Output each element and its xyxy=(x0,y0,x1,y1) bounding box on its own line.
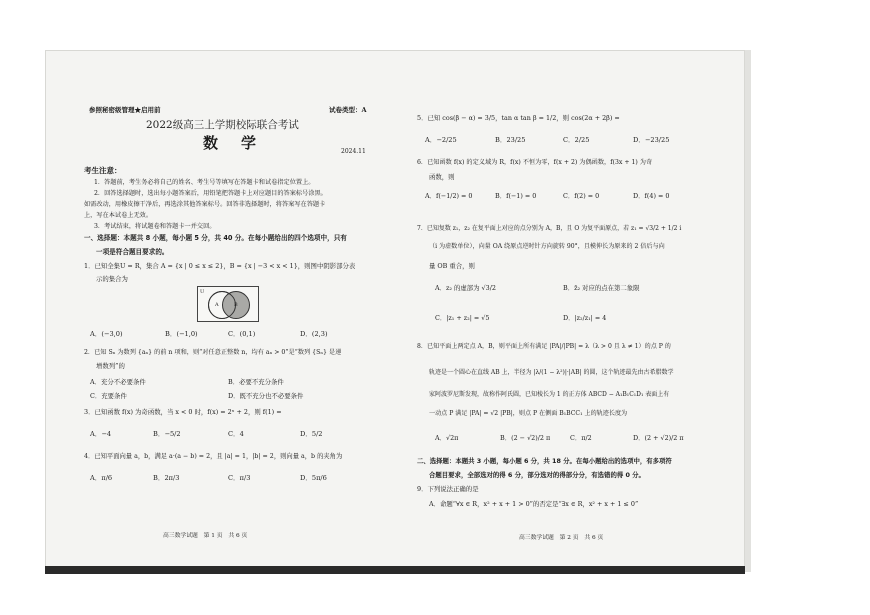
question-9: 9．下列说法正确的是 xyxy=(417,485,479,493)
question-7-cont: （i 为虚数单位），向量 OA 绕原点逆时针方向旋转 90°，且模伸长为原来的 2 倍后与向 xyxy=(429,243,665,250)
note-line: 1．答题前，考生务必将自己的姓名、考生号等填写在答题卡和试卷指定位置上。 xyxy=(94,179,315,186)
paper-type-label: 试卷类型：A xyxy=(329,106,367,114)
question-8: 8．已知平面上两定点 A，B，则平面上所有满足 |PA|/|PB| = λ（λ > 0 且 λ ≠ 1）的点 P 的 xyxy=(417,343,671,350)
question-3: 3．已知函数 f(x) 为奇函数，当 x < 0 时，f(x) = 2ˣ + 2，则 f(1) = xyxy=(84,408,282,416)
section2-heading: 二、选择题：本题共 3 小题，每小题 6 分，共 18 分。在每小题给出的选项中，有多项符 xyxy=(417,457,672,465)
q1-option-a: A．(−3,0) xyxy=(90,330,123,338)
q8-option-d: D．(2 + √2)/2 π xyxy=(633,434,684,442)
q6-option-c: C．f(2) = 0 xyxy=(563,192,600,200)
note-line: 3．考试结束，将试题卷和答题卡一并交回。 xyxy=(94,223,216,230)
q9-option-a: A．命题“∀x ∈ R，x² + x + 1 > 0”的否定是“∃x ∈ R，x² + x + 1 ≤ 0” xyxy=(429,500,639,508)
q7-option-c: C．|z₁ + z₂| = √5 xyxy=(435,314,490,322)
venn-circle-a-outline xyxy=(208,291,236,319)
q8-option-c: C．π/2 xyxy=(570,434,592,442)
question-6-cont: 函数，则 xyxy=(429,173,455,181)
q2-option-c: C．充要条件 xyxy=(90,392,127,400)
question-8-cont: 轨迹是一个圆心在直线 AB 上，半径为 |λ/(1 − λ²)|·|AB| 的圆，这个轨迹最先由古希腊数学 xyxy=(429,369,674,376)
question-2-cont: 增数列”的 xyxy=(96,362,125,370)
note-line: 上，写在本试卷上无效。 xyxy=(84,212,153,219)
q2-option-d: D．既不充分也不必要条件 xyxy=(228,392,304,400)
subject-title: 数 学 xyxy=(203,134,261,152)
q7-option-d: D．|z₂/z₁| = 4 xyxy=(563,314,607,322)
question-5: 5．已知 cos(β − α) = 3/5，tan α tan β = 1/2，则 cos(2α + 2β) = xyxy=(417,114,620,122)
q1-option-d: D．(2,3) xyxy=(300,330,328,338)
page-bottom-shadow xyxy=(45,566,745,574)
right-page xyxy=(395,50,745,572)
question-2: 2．已知 Sₙ 为数列 {aₙ} 的前 n 项和，则“对任意正整数 n，均有 aₙ > 0”是“数列 {Sₙ} 是递 xyxy=(84,349,342,356)
notes-title: 考生注意： xyxy=(84,166,122,175)
q7-option-b: B．z̄₂ 对应的点在第二象限 xyxy=(563,284,640,292)
confidential-label: 参照秘密级管理★启用前 xyxy=(89,106,161,114)
exam-sheet xyxy=(45,50,745,572)
q5-option-b: B．23/25 xyxy=(495,136,526,144)
q3-option-a: A．−4 xyxy=(90,430,112,438)
q5-option-d: D．−23/25 xyxy=(633,136,670,144)
question-4: 4．已知平面向量 a，b，满足 a·(a − b) = 2，且 |a| = 1，|b| = 2，则向量 a，b 的夹角为 xyxy=(84,453,343,460)
right-footer: 高三数学试题 第 2 页 共 6 页 xyxy=(519,535,604,541)
q2-option-a: A．充分不必要条件 xyxy=(90,378,146,386)
section1-heading: 一、选择题：本题共 8 小题，每小题 5 分，共 40 分。在每小题给出的四个选项中，只有 xyxy=(84,234,347,242)
q8-option-b: B．(2 − √2)/2 π xyxy=(500,434,551,442)
question-1-cont: 示的集合为 xyxy=(96,275,128,283)
section2-heading-cont: 合题目要求，全部选对的得 6 分，部分选对的得部分分，有选错的得 0 分。 xyxy=(429,471,645,479)
q1-option-b: B．(−1,0) xyxy=(165,330,198,338)
q5-option-a: A．−2/25 xyxy=(425,136,457,144)
left-footer: 高三数学试题 第 1 页 共 6 页 xyxy=(163,533,248,539)
question-7-cont2: 量 OB 重合，则 xyxy=(429,262,475,270)
question-7: 7．已知复数 z₁，z₂ 在复平面上对应的点分别为 A，B，且 O 为复平面原点，若 z₁ = √3/2 + 1/2 i xyxy=(417,225,682,232)
question-6: 6．已知函数 f(x) 的定义域为 R，f(x) 不恒为零，f(x + 2) 为偶函数，f(3x + 1) 为奇 xyxy=(417,159,653,166)
section1-heading-cont: 一项是符合题目要求的。 xyxy=(96,248,169,256)
q6-option-d: D．f(4) = 0 xyxy=(633,192,670,200)
q7-option-a: A．z₂ 的虚部为 √3/2 xyxy=(435,284,496,292)
exam-title: 2022级高三上学期校际联合考试 xyxy=(146,119,299,131)
q3-option-d: D．5/2 xyxy=(300,430,323,438)
question-8-cont3: 一动点 P 满足 |PA| = √2 |PB|，则点 P 在侧面 B₁BCC₁ 上的轨迹长度为 xyxy=(429,410,628,417)
q4-option-b: B．2π/3 xyxy=(153,474,180,482)
note-line: 如需改动，用橡皮擦干净后，再选涂其他答案标号。回答非选择题时，将答案写在答题卡 xyxy=(84,201,326,208)
q2-option-b: B．必要不充分条件 xyxy=(228,378,284,386)
venn-universe-label: U xyxy=(200,289,205,295)
q6-option-b: B．f(−1) = 0 xyxy=(495,192,537,200)
q4-option-d: D．5π/6 xyxy=(300,474,327,482)
q3-option-b: B．−5/2 xyxy=(153,430,181,438)
q5-option-c: C．2/25 xyxy=(563,136,590,144)
q8-option-a: A．√2π xyxy=(435,434,459,442)
venn-set-b-label: B xyxy=(234,302,238,308)
q3-option-c: C．4 xyxy=(228,430,244,438)
q1-option-c: C．(0,1) xyxy=(228,330,256,338)
question-1: 1．已知全集U = R，集合 A = {x | 0 ≤ x ≤ 2}，B = {x | −3 < x < 1}，则图中阴影部分表 xyxy=(84,262,356,270)
note-line: 2．回答选择题时，选出每小题答案后，用铅笔把答题卡上对应题目的答案标号涂黑。 xyxy=(94,190,327,197)
q6-option-a: A．f(−1/2) = 0 xyxy=(425,192,473,200)
page-edge-shadow xyxy=(745,50,751,572)
q4-option-c: C．π/3 xyxy=(228,474,251,482)
venn-set-a-label: A xyxy=(215,302,219,308)
question-8-cont2: 家阿波罗尼斯发现，故称作阿氏圆，已知棱长为 1 的正方体 ABCD − A₁B₁C₁D₁ 表面上有 xyxy=(429,391,670,398)
q4-option-a: A．π/6 xyxy=(90,474,113,482)
exam-date: 2024.11 xyxy=(341,148,366,155)
venn-diagram xyxy=(197,286,259,322)
